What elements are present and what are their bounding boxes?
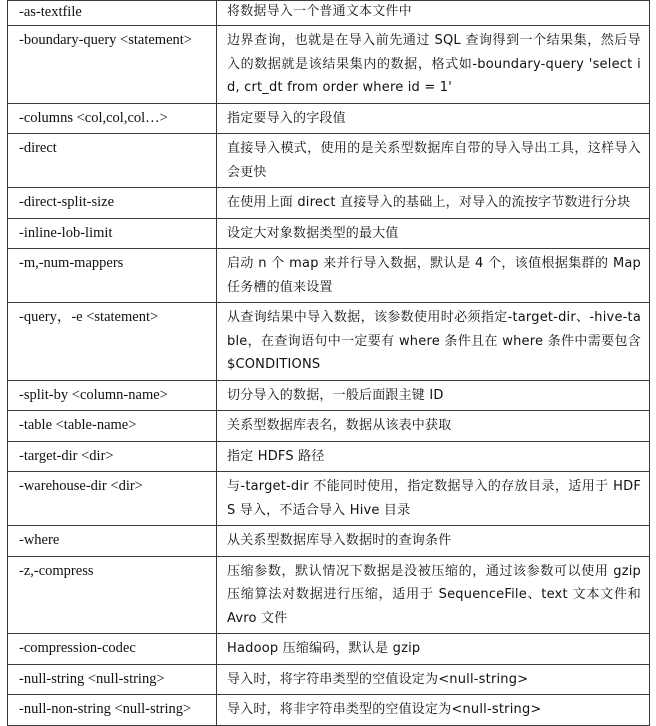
desc-cell: 指定 HDFS 路径 — [217, 441, 650, 472]
param-cell: -direct-split-size — [8, 188, 217, 219]
desc-cell: 导入时，将非字符串类型的空值设定为<null-string> — [217, 695, 650, 726]
param-cell: -query，-e <statement> — [8, 303, 217, 381]
desc-cell: 压缩参数，默认情况下数据是没被压缩的，通过该参数可以使用 gzip 压缩算法对数据进行压缩，适用于 SequenceFile、text 文本文件和 Avro 文件 — [217, 556, 650, 634]
param-cell: -warehouse-dir <dir> — [8, 472, 217, 526]
desc-cell: 设定大对象数据类型的最大值 — [217, 218, 650, 249]
desc-cell: 将数据导入一个普通文本文件中 — [217, 1, 650, 26]
table-row — [8, 380, 650, 411]
desc-cell: 导入时，将字符串类型的空值设定为<null-string> — [217, 664, 650, 695]
sqoop-import-params-table — [7, 0, 650, 726]
desc-cell: 启动 n 个 map 来并行导入数据，默认是 4 个，该值根据集群的 Map 任务槽的值来设置 — [217, 249, 650, 303]
desc-cell: 切分导入的数据，一般后面跟主键 ID — [217, 380, 650, 411]
desc-cell: 边界查询，也就是在导入前先通过 SQL 查询得到一个结果集，然后导入的数据就是该结果集内的数据，格式如-boundary-query 'select id, crt_dt from order where id = 1' — [217, 26, 650, 104]
table-row — [8, 441, 650, 472]
table-row — [8, 26, 650, 104]
table-row — [8, 249, 650, 303]
param-cell: -columns <col,col,col…> — [8, 103, 217, 134]
param-cell: -as-textfile — [8, 1, 217, 26]
param-cell: -table <table-name> — [8, 411, 217, 442]
table-row — [8, 556, 650, 634]
table-row — [8, 695, 650, 726]
table-row — [8, 218, 650, 249]
table-row — [8, 634, 650, 665]
param-cell: -inline-lob-limit — [8, 218, 217, 249]
desc-cell: 从关系型数据库导入数据时的查询条件 — [217, 526, 650, 557]
param-cell: -z,-compress — [8, 556, 217, 634]
table-row — [8, 526, 650, 557]
desc-cell: 指定要导入的字段值 — [217, 103, 650, 134]
table-row — [8, 411, 650, 442]
desc-cell: 关系型数据库表名，数据从该表中获取 — [217, 411, 650, 442]
param-cell: -null-string <null-string> — [8, 664, 217, 695]
param-cell: -m,-num-mappers — [8, 249, 217, 303]
param-cell: -boundary-query <statement> — [8, 26, 217, 104]
param-cell: -null-non-string <null-string> — [8, 695, 217, 726]
desc-cell: Hadoop 压缩编码，默认是 gzip — [217, 634, 650, 665]
desc-cell: 从查询结果中导入数据，该参数使用时必须指定-target-dir、-hive-table，在查询语句中一定要有 where 条件且在 where 条件中需要包含$CONDITIONS — [217, 303, 650, 381]
param-cell: -target-dir <dir> — [8, 441, 217, 472]
table-row — [8, 1, 650, 26]
table-row — [8, 472, 650, 526]
table-row — [8, 303, 650, 381]
param-cell: -where — [8, 526, 217, 557]
table-row — [8, 188, 650, 219]
desc-cell: 直接导入模式，使用的是关系型数据库自带的导入导出工具，这样导入会更快 — [217, 134, 650, 188]
param-cell: -direct — [8, 134, 217, 188]
desc-cell: 在使用上面 direct 直接导入的基础上，对导入的流按字节数进行分块 — [217, 188, 650, 219]
param-cell: -split-by <column-name> — [8, 380, 217, 411]
table-row — [8, 103, 650, 134]
table-row — [8, 134, 650, 188]
param-cell: -compression-codec — [8, 634, 217, 665]
desc-cell: 与-target-dir 不能同时使用，指定数据导入的存放目录，适用于 HDFS 导入，不适合导入 Hive 目录 — [217, 472, 650, 526]
